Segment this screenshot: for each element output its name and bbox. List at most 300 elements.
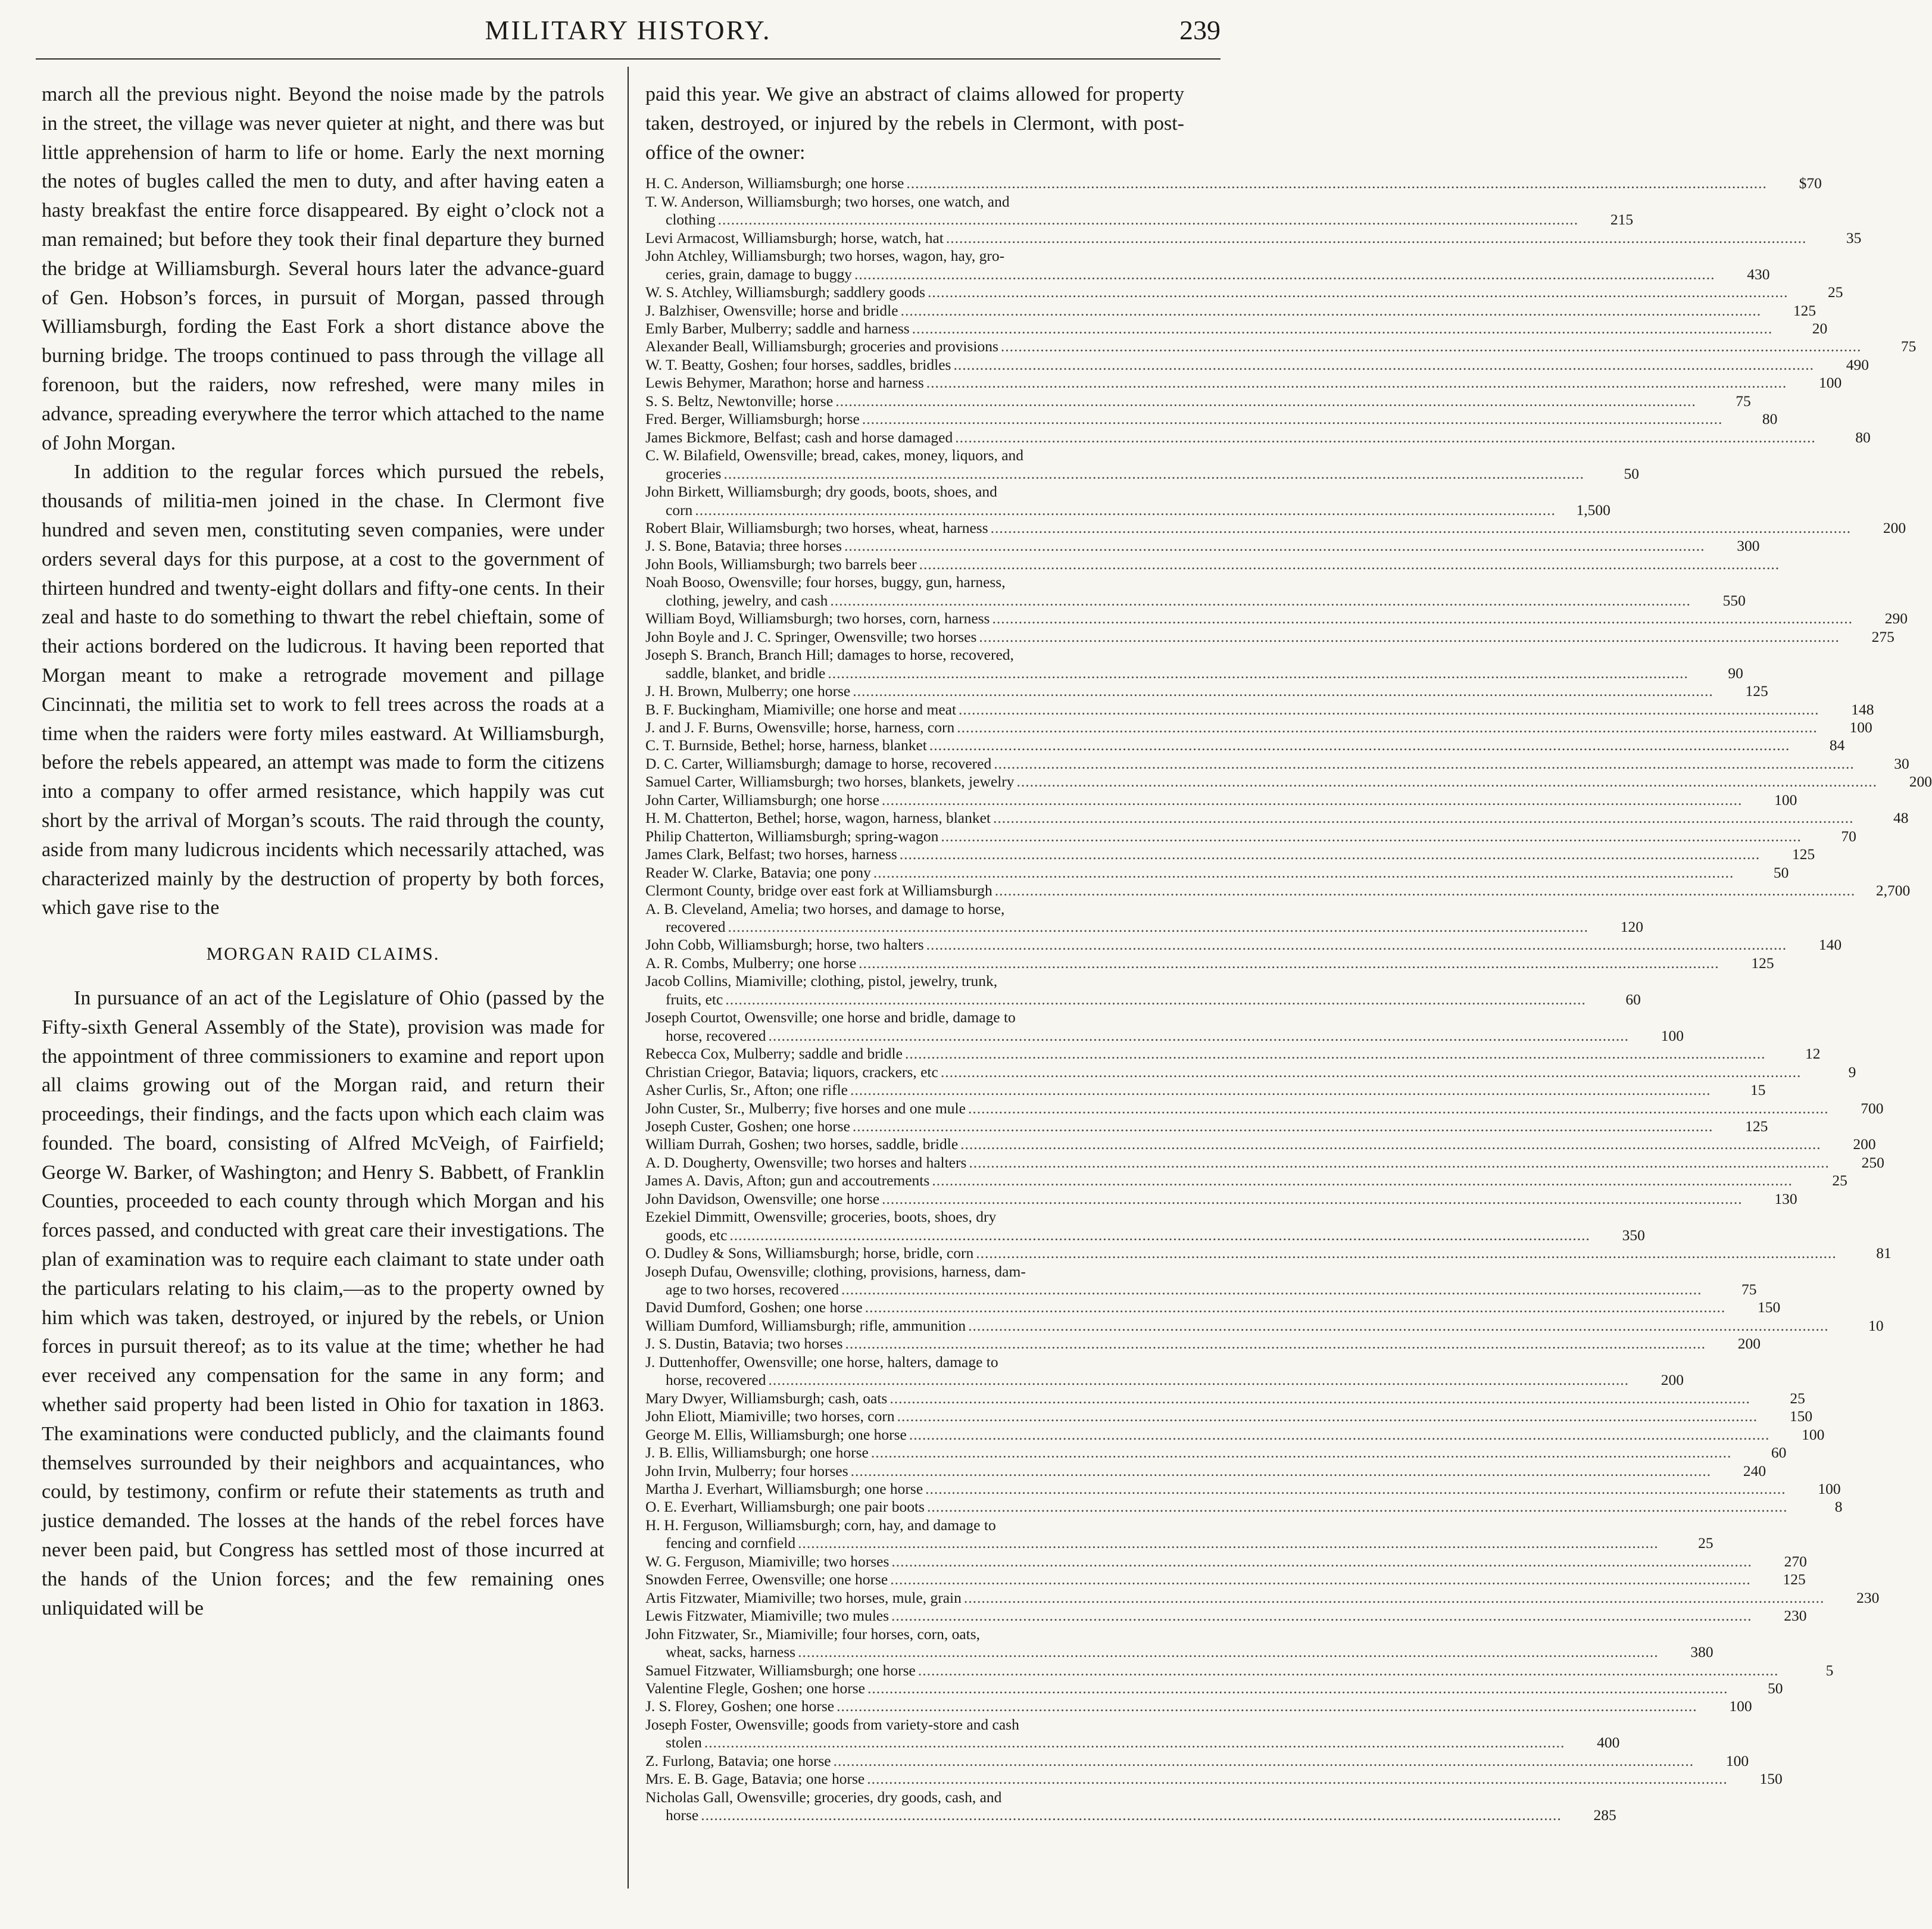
leader-dots bbox=[953, 356, 1814, 374]
claim-text: J. S. Dustin, Batavia; two horses bbox=[645, 1335, 843, 1353]
header-rule bbox=[36, 58, 1221, 60]
leader-dots bbox=[725, 991, 1586, 1009]
leader-dots bbox=[1001, 338, 1862, 355]
claim-amount: 285 bbox=[1593, 1806, 1616, 1824]
leader-dots bbox=[873, 864, 1734, 882]
claim-line bbox=[645, 1353, 1184, 1371]
leader-dots bbox=[993, 809, 1854, 827]
claim-text: J. Balzhiser, Owensville; horse and bridle bbox=[645, 301, 898, 319]
claim-text: Martha J. Everhart, Williamsburgh; one horse bbox=[645, 1480, 923, 1498]
claim-entry bbox=[645, 1316, 1884, 1335]
claim-entry bbox=[645, 954, 1774, 972]
claim-amount: 240 bbox=[1743, 1462, 1766, 1479]
claim-text: William Dumford, Williamsburgh; rifle, ammunition bbox=[645, 1316, 966, 1334]
claim-amount: 50 bbox=[1624, 464, 1639, 482]
claim-line bbox=[645, 1643, 1713, 1661]
claim-text: Alexander Beall, Williamsburgh; groceries and provisions bbox=[645, 338, 998, 355]
claim-amount: 2,700 bbox=[1875, 882, 1911, 900]
claim-entry bbox=[645, 1117, 1768, 1135]
claim-line bbox=[645, 646, 1184, 664]
claim-text: John Carter, Williamsburgh; one horse bbox=[645, 791, 879, 809]
claim-entry bbox=[645, 1389, 1805, 1407]
claim-line bbox=[645, 845, 1815, 863]
claim-entry bbox=[645, 229, 1862, 247]
claim-line bbox=[645, 1009, 1184, 1026]
claim-amount: 125 bbox=[1745, 1117, 1768, 1135]
claim-line bbox=[645, 1480, 1841, 1498]
claim-amount: 490 bbox=[1846, 355, 1869, 373]
claim-amount: 75 bbox=[1741, 1281, 1757, 1299]
leader-dots bbox=[867, 1770, 1728, 1788]
claim-line bbox=[645, 972, 1184, 990]
claim-line bbox=[645, 1788, 1184, 1806]
claim-text: corn bbox=[666, 501, 693, 519]
leader-dots bbox=[992, 610, 1853, 628]
leader-dots bbox=[941, 828, 1802, 845]
claim-entry bbox=[645, 1208, 1645, 1244]
claim-line bbox=[645, 591, 1746, 610]
leader-dots bbox=[798, 1643, 1659, 1661]
claim-entry bbox=[645, 1498, 1843, 1516]
leader-dots bbox=[798, 1534, 1659, 1552]
claim-line bbox=[645, 338, 1917, 355]
claim-text: goods, etc bbox=[666, 1226, 728, 1244]
claim-entry bbox=[645, 1571, 1806, 1588]
leader-dots bbox=[976, 1244, 1837, 1262]
claim-line bbox=[645, 1190, 1797, 1208]
leader-dots bbox=[979, 628, 1840, 646]
claim-text: J. B. Ellis, Williamsburgh; one horse bbox=[645, 1444, 869, 1462]
claim-entry bbox=[645, 773, 1932, 791]
claim-entry bbox=[645, 1680, 1783, 1697]
claim-text: Joseph Custer, Goshen; one horse bbox=[645, 1117, 850, 1135]
claim-amount: 100 bbox=[1802, 1425, 1825, 1443]
claim-line bbox=[645, 392, 1751, 410]
body-paragraph: In pursuance of an act of the Legislature of Ohio (passed by the Fifty-sixth General Assembly of the State), provision was made for the appointment of three commissioners to examine and report upon all claims growing out of the Morgan raid, and return their proceedings, their findings, and the facts upon which each claim was founded. The board, consisting of Alfred McVeigh, of Fairfield; George W. Barker, of Washington; and Henry S. Babbett, of Franklin Counties, proceeded to each county through which Morgan and his forces passed, and conducted with great care their investigations. The plan of examination was to require each claimant to state under oath the particulars relating to his claim,—as to the property owned by him which was taken, destroyed, or injured by the rebels, or Union forces in pursuit thereof; as to its value at the time; whether he had ever received any compensation for the same in any form; and whether said property had been listed in Ohio for taxation in 1863. The examinations were conducted publicly, and the claimants found themselves surrounded by their neighbors and acquaintances, who could, by testimony, confirm or refute their statements as truth and justice demanded. The losses at the hands of the rebel forces have never been paid, but Congress has settled most of those incurred at the hands of the Union forces; and the few remaining ones unliquidated will be bbox=[42, 987, 604, 1619]
claim-text: Z. Furlong, Batavia; one horse bbox=[645, 1752, 831, 1769]
claim-entry bbox=[645, 1770, 1783, 1788]
claim-text: Fred. Berger, Williamsburgh; horse bbox=[645, 410, 860, 428]
claim-line bbox=[645, 428, 1871, 447]
claim-text: J. H. Brown, Mulberry; one horse bbox=[645, 682, 851, 700]
claim-amount: 1,500 bbox=[1576, 501, 1610, 519]
claim-text: stolen bbox=[666, 1734, 702, 1752]
claim-line bbox=[645, 1607, 1807, 1625]
claim-line bbox=[645, 211, 1634, 229]
claim-line bbox=[645, 1135, 1876, 1153]
claim-amount: 125 bbox=[1745, 682, 1768, 700]
claim-amount: 100 bbox=[1849, 718, 1872, 736]
claim-amount: 100 bbox=[1774, 791, 1797, 809]
leader-dots bbox=[850, 1081, 1711, 1099]
claim-line bbox=[645, 882, 1911, 900]
leader-dots bbox=[906, 174, 1767, 192]
claim-text: Jacob Collins, Miamiville; clothing, pistol, jewelry, trunk, bbox=[645, 972, 998, 990]
claim-text: John Fitzwater, Sr., Miamiville; four horses, corn, oats, bbox=[645, 1625, 981, 1643]
claim-line bbox=[645, 1099, 1884, 1118]
leader-dots bbox=[955, 429, 1816, 447]
claim-text: Lewis Fitzwater, Miamiville; two mules bbox=[645, 1607, 889, 1625]
claim-amount: 30 bbox=[1894, 754, 1909, 772]
claim-text: Levi Armacost, Williamsburgh; horse, watch, hat bbox=[645, 229, 944, 246]
claim-entry bbox=[645, 628, 1894, 646]
leader-dots bbox=[845, 1335, 1706, 1353]
leader-dots bbox=[701, 1806, 1562, 1824]
leader-dots bbox=[769, 1371, 1630, 1389]
claim-entry bbox=[645, 646, 1743, 682]
claim-entry bbox=[645, 320, 1828, 338]
claim-entry bbox=[645, 1625, 1713, 1662]
leader-dots bbox=[835, 392, 1696, 410]
claim-amount: 8 bbox=[1834, 1498, 1843, 1516]
claim-amount: 550 bbox=[1722, 591, 1746, 609]
leader-dots bbox=[695, 501, 1556, 519]
leader-dots bbox=[854, 266, 1715, 283]
claim-entry bbox=[645, 682, 1768, 700]
claim-text: John Atchley, Williamsburgh; two horses, wagon, hay, gro- bbox=[645, 247, 1005, 265]
claim-entry bbox=[645, 519, 1906, 537]
claim-amount: 230 bbox=[1784, 1607, 1807, 1625]
claim-text: Emly Barber, Mulberry; saddle and harness bbox=[645, 320, 910, 338]
claim-amount: 140 bbox=[1818, 936, 1842, 954]
claim-entry bbox=[645, 301, 1816, 320]
claim-amount: 200 bbox=[1909, 773, 1932, 791]
claim-line bbox=[645, 990, 1641, 1009]
claim-amount: 90 bbox=[1728, 664, 1743, 682]
claim-entry bbox=[645, 338, 1917, 355]
claim-text: Asher Curlis, Sr., Afton; one rifle bbox=[645, 1081, 848, 1099]
claim-line bbox=[645, 900, 1184, 918]
claim-amount: 350 bbox=[1622, 1226, 1645, 1244]
claim-amount: 380 bbox=[1690, 1643, 1713, 1661]
claim-amount: 81 bbox=[1876, 1244, 1892, 1262]
claim-amount: 150 bbox=[1759, 1770, 1783, 1788]
claim-text: J. and J. F. Burns, Owensville; horse, harness, corn bbox=[645, 718, 955, 736]
claim-text: horse bbox=[666, 1806, 699, 1824]
claim-text: Artis Fitzwater, Miamiville; two horses, mule, grain bbox=[645, 1588, 962, 1606]
claim-line bbox=[645, 1172, 1847, 1190]
claim-line bbox=[645, 700, 1874, 719]
claim-entry bbox=[645, 900, 1644, 937]
claim-entry bbox=[645, 483, 1610, 519]
claim-amount: 48 bbox=[1893, 809, 1909, 827]
claim-text: John Irvin, Mulberry; four horses bbox=[645, 1462, 848, 1479]
claim-amount: 100 bbox=[1729, 1697, 1752, 1715]
claim-line bbox=[645, 863, 1789, 882]
claim-line bbox=[645, 1752, 1749, 1770]
claim-line bbox=[645, 320, 1828, 338]
claim-amount: 125 bbox=[1783, 1571, 1806, 1588]
claim-text: W. S. Atchley, Williamsburgh; saddlery goods bbox=[645, 283, 925, 301]
claim-line bbox=[645, 1316, 1884, 1335]
claim-amount: 20 bbox=[1812, 320, 1828, 338]
claim-amount: 125 bbox=[1751, 954, 1774, 972]
claim-amount: 60 bbox=[1771, 1444, 1787, 1462]
claim-entry bbox=[645, 410, 1778, 428]
claim-text: John Boyle and J. C. Springer, Owensville; two horses bbox=[645, 628, 977, 645]
claim-line bbox=[645, 1770, 1783, 1788]
leader-dots bbox=[830, 592, 1691, 610]
claim-entry bbox=[645, 355, 1869, 374]
leader-dots bbox=[882, 1190, 1743, 1208]
claim-entry bbox=[645, 1335, 1761, 1353]
leader-dots bbox=[853, 1118, 1713, 1135]
claim-amount: 230 bbox=[1856, 1588, 1880, 1606]
claim-text: T. W. Anderson, Williamsburgh; two horses, one watch, and bbox=[645, 192, 1010, 210]
claim-amount: 120 bbox=[1620, 917, 1644, 935]
leader-dots bbox=[865, 1299, 1726, 1316]
claim-line bbox=[645, 1806, 1616, 1824]
claim-text: Mrs. E. B. Gage, Batavia; one horse bbox=[645, 1770, 865, 1788]
claim-amount: 250 bbox=[1861, 1153, 1884, 1171]
claim-line bbox=[645, 1153, 1884, 1172]
claim-amount: 100 bbox=[1661, 1026, 1684, 1044]
section-heading: MORGAN RAID CLAIMS. bbox=[206, 943, 440, 964]
leader-dots bbox=[891, 1607, 1752, 1625]
claim-entry bbox=[645, 863, 1789, 882]
claim-text: James A. Davis, Afton; gun and accoutrements bbox=[645, 1172, 930, 1190]
claim-line bbox=[645, 1444, 1787, 1462]
claim-text: O. Dudley & Sons, Williamsburgh; horse, bridle, corn bbox=[645, 1244, 974, 1262]
claim-entry bbox=[645, 827, 1856, 845]
claim-text: Nicholas Gall, Owensville; groceries, dry goods, cash, and bbox=[645, 1788, 1002, 1806]
claim-line bbox=[645, 283, 1843, 301]
claim-line bbox=[645, 247, 1184, 265]
claim-amount: 125 bbox=[1792, 845, 1815, 863]
claim-line bbox=[645, 917, 1644, 936]
claim-entry bbox=[645, 1244, 1892, 1262]
claim-line bbox=[645, 682, 1768, 700]
body-paragraph: march all the previous night. Beyond the noise made by the patrols in the street, the village was never quieter at night, and there was but little apprehension of harm to life or home. Early the next morning the notes of bugles called the men to duty, and after having eaten a hasty breakfast the entire force disappeared. By eight o’clock not a man remained; but before they took their final departure they burned the bridge at Williamsburgh. Several hours later the advance-guard of Gen. Hobson’s forces, in pursuit of Morgan, passed through Williamsburgh, fording the East Fork a short distance above the burning bridge. The troops continued to pass through the village all forenoon, but the raiders, now refreshed, were many miles in advance, spreading everywhere the terror which attached to the name of John Morgan. bbox=[42, 83, 604, 454]
claim-text: wheat, sacks, harness bbox=[666, 1643, 796, 1661]
claim-text: A. D. Dougherty, Owensville; two horses and halters bbox=[645, 1153, 967, 1171]
claim-text: groceries bbox=[666, 464, 722, 482]
claim-amount: 5 bbox=[1825, 1661, 1834, 1679]
claim-line bbox=[645, 1571, 1806, 1588]
leader-dots bbox=[960, 1135, 1821, 1153]
claim-text: John Custer, Sr., Mulberry; five horses and one mule bbox=[645, 1099, 966, 1117]
claim-entry bbox=[645, 1009, 1684, 1045]
claim-text: David Dumford, Goshen; one horse bbox=[645, 1299, 863, 1316]
leader-dots bbox=[928, 283, 1789, 301]
claim-amount: 9 bbox=[1848, 1063, 1856, 1081]
claim-line bbox=[645, 1552, 1807, 1571]
claim-entry bbox=[645, 1172, 1847, 1190]
claim-text: Ezekiel Dimmitt, Owensville; groceries, boots, shoes, dry bbox=[645, 1208, 997, 1226]
leader-dots bbox=[918, 1662, 1779, 1680]
claim-line bbox=[645, 1335, 1761, 1353]
claim-text: John Cobb, Williamsburgh; horse, two halters bbox=[645, 936, 924, 954]
claim-entry bbox=[645, 1752, 1749, 1770]
leader-dots bbox=[946, 229, 1807, 247]
page-number: 239 bbox=[1179, 15, 1221, 45]
claim-text: Mary Dwyer, Williamsburgh; cash, oats bbox=[645, 1389, 888, 1407]
leader-dots bbox=[837, 1697, 1697, 1715]
claim-amount: 700 bbox=[1861, 1099, 1884, 1117]
leader-dots bbox=[994, 755, 1855, 773]
claim-text: clothing, jewelry, and cash bbox=[666, 591, 828, 609]
leader-dots bbox=[859, 954, 1719, 972]
claim-line bbox=[645, 1425, 1825, 1444]
claim-amount bbox=[1782, 555, 1834, 573]
claim-entry bbox=[645, 174, 1822, 192]
claim-line bbox=[645, 773, 1932, 791]
claim-text: William Durrah, Goshen; two horses, saddle, bridle bbox=[645, 1135, 959, 1153]
claim-line bbox=[645, 573, 1184, 591]
claim-entry bbox=[645, 1697, 1752, 1715]
claim-entry bbox=[645, 1425, 1825, 1444]
claim-entry bbox=[645, 392, 1751, 410]
claim-entry bbox=[645, 610, 1908, 628]
claim-line bbox=[645, 464, 1639, 483]
page-header bbox=[36, 11, 1221, 52]
leader-dots bbox=[926, 936, 1787, 954]
claim-text: fencing and cornfield bbox=[666, 1534, 796, 1552]
claim-entry bbox=[645, 447, 1639, 483]
claim-amount: 200 bbox=[1661, 1371, 1684, 1389]
leader-dots bbox=[925, 1480, 1786, 1498]
claim-line bbox=[645, 1081, 1766, 1099]
claim-text: James Clark, Belfast; two horses, harness bbox=[645, 845, 897, 863]
leader-dots bbox=[1017, 773, 1878, 791]
claim-entry bbox=[645, 1190, 1797, 1208]
claim-entry bbox=[645, 972, 1641, 1009]
claim-text: John Eliott, Miamiville; two horses, corn bbox=[645, 1407, 895, 1425]
claim-text: horse, recovered bbox=[666, 1026, 766, 1044]
claim-text: C. W. Bilafield, Owensville; bread, cakes, money, liquors, and bbox=[645, 447, 1024, 464]
leader-dots bbox=[905, 1045, 1766, 1063]
claim-text: W. G. Ferguson, Miamiville; two horses bbox=[645, 1552, 889, 1570]
claim-entry bbox=[645, 1353, 1684, 1390]
claim-amount: 50 bbox=[1773, 863, 1789, 881]
claim-line bbox=[645, 355, 1869, 374]
leader-dots bbox=[968, 1317, 1829, 1335]
claim-line bbox=[645, 519, 1906, 537]
leader-dots bbox=[851, 1462, 1712, 1480]
claim-text: Christian Criegor, Batavia; liquors, crackers, etc bbox=[645, 1063, 938, 1081]
claim-amount: 50 bbox=[1767, 1680, 1783, 1697]
leader-dots bbox=[834, 1752, 1694, 1770]
claim-line bbox=[645, 1661, 1834, 1680]
claim-line bbox=[645, 174, 1822, 192]
claim-amount: 200 bbox=[1737, 1335, 1761, 1353]
claim-line bbox=[645, 1498, 1843, 1516]
claim-text: Rebecca Cox, Mulberry; saddle and bridle bbox=[645, 1045, 903, 1063]
claim-entry bbox=[645, 936, 1842, 954]
claim-amount: 25 bbox=[1698, 1534, 1713, 1552]
leader-dots bbox=[871, 1444, 1732, 1462]
claim-line bbox=[645, 1208, 1184, 1226]
leader-dots bbox=[853, 682, 1713, 700]
claims-list bbox=[645, 174, 1932, 1824]
claim-amount: 430 bbox=[1747, 265, 1770, 283]
claim-text: clothing bbox=[666, 211, 716, 229]
claim-amount: 148 bbox=[1851, 700, 1874, 718]
claim-line bbox=[645, 1697, 1752, 1715]
leader-dots bbox=[929, 736, 1790, 754]
claim-amount: 25 bbox=[1828, 283, 1843, 301]
claim-text: Snowden Ferree, Owensville; one horse bbox=[645, 1571, 888, 1588]
claim-amount: 150 bbox=[1789, 1407, 1813, 1425]
claim-text: fruits, etc bbox=[666, 990, 723, 1008]
claim-text: recovered bbox=[666, 917, 726, 935]
claim-entry bbox=[645, 1299, 1781, 1316]
claim-entry bbox=[645, 1081, 1766, 1099]
claim-amount: 215 bbox=[1610, 211, 1634, 229]
claim-amount: 200 bbox=[1853, 1135, 1876, 1153]
claim-text: Reader W. Clarke, Batavia; one pony bbox=[645, 863, 871, 881]
claim-entry bbox=[645, 754, 1909, 773]
claim-line bbox=[645, 301, 1816, 320]
claim-text: Noah Booso, Owensville; four horses, buggy, gun, harness, bbox=[645, 573, 1006, 591]
leader-dots bbox=[964, 1589, 1825, 1607]
claim-entry bbox=[645, 1552, 1807, 1571]
leader-dots bbox=[867, 1680, 1728, 1697]
claim-text: Philip Chatterton, Williamsburgh; spring-wagon bbox=[645, 827, 939, 845]
claim-line bbox=[645, 1716, 1184, 1734]
claim-text: H. C. Anderson, Williamsburgh; one horse bbox=[645, 174, 904, 192]
claim-text: James Bickmore, Belfast; cash and horse damaged bbox=[645, 428, 953, 446]
claim-entry bbox=[645, 1462, 1766, 1480]
claim-entry bbox=[645, 791, 1797, 809]
claim-amount: 75 bbox=[1736, 392, 1751, 410]
claim-text: Lewis Behymer, Marathon; horse and harness bbox=[645, 374, 924, 392]
claim-amount: 270 bbox=[1784, 1552, 1807, 1570]
column-divider bbox=[628, 67, 629, 1889]
leader-dots bbox=[912, 320, 1773, 338]
claim-entry bbox=[645, 1153, 1884, 1172]
claim-line bbox=[645, 1117, 1768, 1135]
leader-dots bbox=[927, 1498, 1788, 1516]
leader-dots bbox=[901, 302, 1762, 320]
leader-dots bbox=[957, 719, 1818, 736]
claim-text: William Boyd, Williamsburgh; two horses, corn, harness bbox=[645, 610, 990, 628]
claim-line bbox=[645, 1407, 1813, 1425]
claim-line bbox=[645, 1534, 1713, 1552]
claim-line bbox=[645, 1026, 1684, 1045]
claim-line bbox=[645, 1734, 1620, 1752]
claim-entry bbox=[645, 1607, 1807, 1625]
leader-dots bbox=[889, 1390, 1750, 1407]
right-column bbox=[645, 80, 1932, 1825]
claim-entry bbox=[645, 283, 1843, 301]
claim-entry bbox=[645, 247, 1770, 283]
claim-text: D. C. Carter, Williamsburgh; damage to horse, recovered bbox=[645, 754, 992, 772]
leader-dots bbox=[941, 1063, 1802, 1081]
claim-entry bbox=[645, 374, 1842, 392]
claim-line bbox=[645, 374, 1842, 392]
claim-entry bbox=[645, 1480, 1841, 1498]
claim-text: John Birkett, Williamsburgh; dry goods, boots, shoes, and bbox=[645, 483, 997, 501]
claim-line bbox=[645, 628, 1894, 646]
claim-text: A. B. Cleveland, Amelia; two horses, and damage to horse, bbox=[645, 900, 1005, 917]
claim-entry bbox=[645, 1661, 1834, 1680]
claim-line bbox=[645, 229, 1862, 247]
claim-line bbox=[645, 664, 1743, 682]
claim-amount: 84 bbox=[1829, 736, 1845, 754]
claim-amount: 15 bbox=[1750, 1081, 1766, 1099]
claim-entry bbox=[645, 1444, 1787, 1462]
claim-line bbox=[645, 1462, 1766, 1480]
claim-text: H. H. Ferguson, Williamsburgh; corn, hay, and damage to bbox=[645, 1516, 996, 1534]
leader-dots bbox=[890, 1571, 1751, 1588]
leader-dots bbox=[841, 1281, 1702, 1299]
leader-dots bbox=[919, 555, 1780, 573]
claim-text: Joseph Dufau, Owensville; clothing, provisions, harness, dam- bbox=[645, 1262, 1026, 1280]
claim-line bbox=[645, 1063, 1856, 1081]
claim-amount: 290 bbox=[1884, 610, 1908, 628]
claim-text: B. F. Buckingham, Miamiville; one horse and meat bbox=[645, 700, 957, 718]
